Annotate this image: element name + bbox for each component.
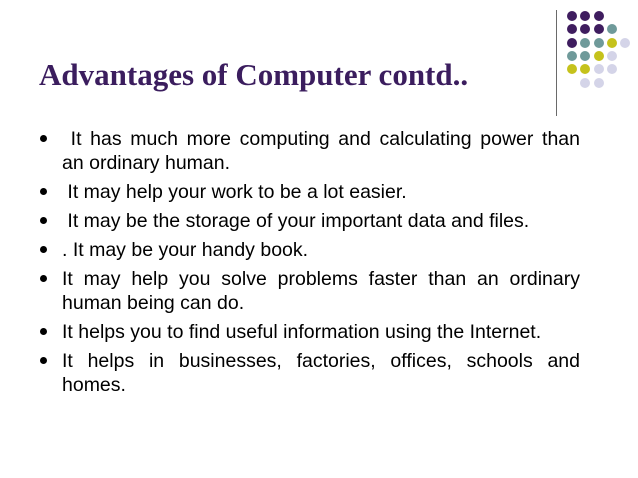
bullet-text: . It may be your handy book.: [62, 239, 309, 261]
decorative-dot: [567, 11, 577, 21]
decorative-dot: [594, 78, 604, 88]
decorative-dot: [567, 64, 577, 74]
decorative-dot: [567, 24, 577, 34]
decorative-dot: [594, 51, 604, 61]
decorative-dot: [607, 51, 617, 61]
decorative-dot: [580, 38, 590, 48]
bullet-item: [40, 127, 602, 175]
decorative-dot: [580, 51, 590, 61]
bullet-dot-icon: [40, 246, 47, 253]
bullet-item: [40, 209, 580, 233]
decorative-dot: [580, 64, 590, 74]
decorative-dot: [580, 24, 590, 34]
decorative-dot: [620, 38, 630, 48]
decorative-dot: [594, 64, 604, 74]
bullet-dot-icon: [40, 188, 47, 195]
bullet-text: It has much more computing and calculating power than an ordinary human.: [62, 128, 602, 174]
bullet-text: It may be the storage of your important data and files.: [62, 210, 530, 232]
bullet-text: It helps in businesses, factories, offices, schools and homes.: [62, 350, 586, 396]
bullet-text: It may help your work to be a lot easier.: [62, 181, 407, 203]
decorative-dot: [607, 38, 617, 48]
bullet-dot-icon: [40, 135, 47, 142]
decorative-dot: [567, 51, 577, 61]
decorative-dot: [580, 78, 590, 88]
decorative-dot: [607, 24, 617, 34]
bullet-text: It helps you to find useful information using the Internet.: [62, 321, 542, 343]
bullet-item: [40, 180, 580, 204]
decorative-dot: [580, 11, 590, 21]
decorative-dot: [567, 38, 577, 48]
bullet-list: [40, 127, 602, 402]
slide-title: Advantages of Computer contd..: [39, 57, 469, 92]
bullet-item: [40, 320, 580, 344]
decorative-dot: [594, 11, 604, 21]
bullet-dot-icon: [40, 357, 47, 364]
bullet-item: [40, 267, 586, 315]
decorative-divider-line: [556, 10, 557, 116]
bullet-dot-icon: [40, 328, 47, 335]
bullet-dot-icon: [40, 217, 47, 224]
bullet-text: It may help you solve problems faster than an ordinary human being can do.: [62, 268, 586, 314]
decorative-dot: [607, 64, 617, 74]
bullet-item: [40, 238, 580, 262]
decorative-dot: [594, 24, 604, 34]
decorative-dot: [594, 38, 604, 48]
bullet-item: [40, 349, 586, 397]
bullet-dot-icon: [40, 275, 47, 282]
